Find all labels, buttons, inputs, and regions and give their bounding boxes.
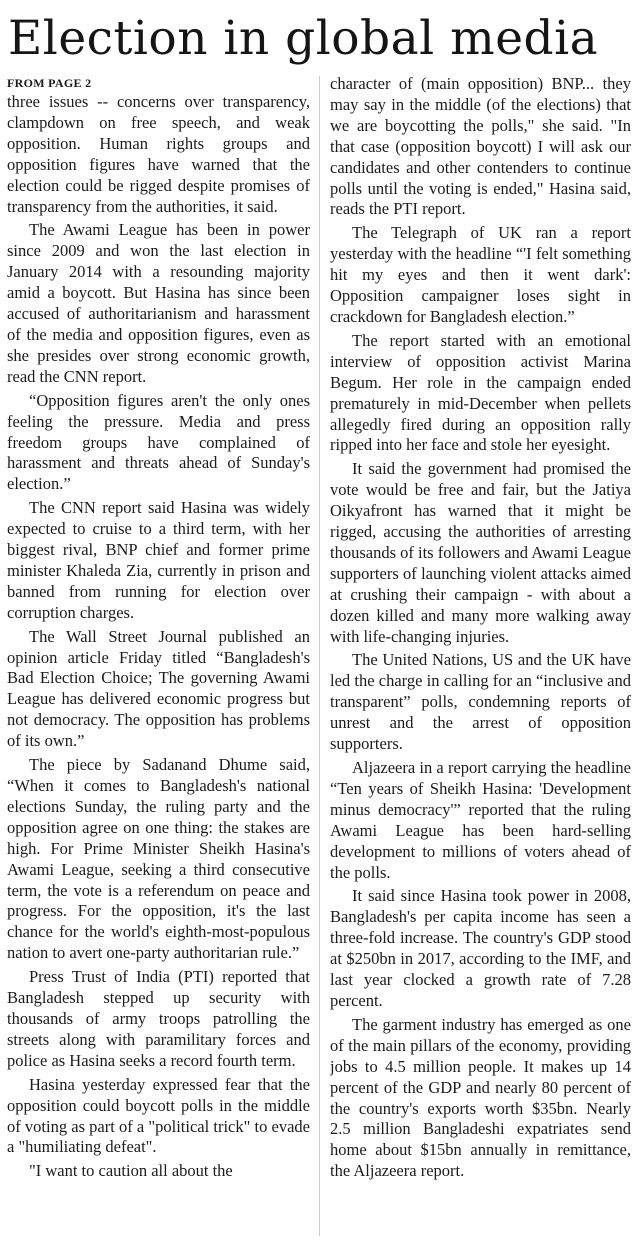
paragraph: The United Nations, US and the UK have led the charge in calling for an “inclusive and transparent” polls, condemning reports of unrest and the arrest of opposition supporters. — [330, 650, 631, 754]
paragraph: The Awami League has been in power since 2009 and won the last election in January 2014 with a resounding majority amid a boycott. But Hasina has since been accused of authoritarianism and harassment of the media and opposition figures, even as she presides over strong economic growth, read the CNN report. — [7, 220, 310, 386]
paragraph: The Wall Street Journal published an opinion article Friday titled “Bangladesh's Bad Election Choice; The governing Awami League has delivered economic progress but not democracy. The opposition has problems of its own.” — [7, 626, 310, 751]
paragraph: The Telegraph of UK ran a report yesterday with the headline “'I felt something hit my eyes and then it went dark': Opposition campaigner loses sight in crackdown for Bangladesh election.” — [330, 223, 631, 326]
paragraph: It said since Hasina took power in 2008, Bangladesh's per capita income has seen a three-fold increase. The country's GDP stood at $250bn in 2017, according to the IMF, and last year clocked a growth rate of 7.28 percent. — [330, 886, 631, 1010]
column-divider — [319, 76, 320, 1236]
paragraph: "I want to caution all about the — [29, 1161, 233, 1181]
paragraph: The garment industry has emerged as one of the main pillars of the economy, providing jobs to 4.5 million people. It makes up 14 percent of the GDP and nearly 80 percent of the country's exports worth $35bn. Nearly 2.5 million Bangladeshi expatriates send home about $15bn annually in remittance, the Aljazeera report. — [330, 1014, 631, 1181]
left-column — [7, 74, 310, 1246]
paragraph: Hasina yesterday expressed fear that the opposition could boycott polls in the middle of voting as part of a "political trick" to evade a "humiliating defeat". — [7, 1074, 310, 1157]
paragraph: “Opposition figures aren't the only ones feeling the pressure. Media and press freedom groups have complained of harassment and threats ahead of Sunday's election.” — [7, 390, 310, 494]
paragraph: character of (main opposition) BNP... they may say in the middle (of the elections) that we are boycotting the polls," she said. "In that case (opposition boycott) I will ask our candidates and other contenders to continue polls until the voting is ended," Hasina said, reads the PTI report. — [330, 74, 631, 219]
continued-from-label: FROM PAGE 2 — [7, 76, 92, 90]
paragraph: three issues -- concerns over transparency, clampdown on free speech, and weak opposition. Human rights groups and opposition figures have warned that the election could be rigged despite promises of transparency from the authorities, it said. — [7, 92, 310, 216]
paragraph: The report started with an emotional interview of opposition activist Marina Begum. Her role in the campaign ended prematurely in mid-December when pellets allegedly fired during an opposition rally ripped into her face and stole her eyesight. — [330, 330, 631, 455]
paragraph: Aljazeera in a report carrying the headline “Ten years of Sheikh Hasina: 'Development minus democracy'” reported that the ruling Awami League has been hard-selling development to millions of voters ahead of the polls. — [330, 758, 631, 882]
paragraph: It said the government had promised the vote would be free and fair, but the Jatiya Oikyafront has warned that it might be rigged, accusing the authorities of arresting thousands of its followers and Awami League supporters of launching violent attacks aimed at crushing their campaign - with about a dozen killed and many more walking away with life-changing injuries. — [330, 459, 631, 646]
paragraph: Press Trust of India (PTI) reported that Bangladesh stepped up security with thousands of army troops patrolling the streets along with paramilitary forces and police as Hasina seeks a record fourth term. — [7, 967, 310, 1070]
right-column — [330, 74, 631, 1246]
paragraph: The piece by Sadanand Dhume said, “When it comes to Bangladesh's national elections Sunday, the ruling party and the opposition agree on one thing: the stakes are high. For Prime Minister Sheikh Hasina's Awami League, seeking a third consecutive term, the vote is a referendum on peace and progress. For the opposition, it's the last chance for the world's eighth-most-populous nation to avert one-party authoritarian rule.” — [7, 755, 310, 963]
headline: Election in global media — [8, 11, 599, 66]
paragraph: The CNN report said Hasina was widely expected to cruise to a third term, with her biggest rival, BNP chief and former prime minister Khaleda Zia, currently in prison and banned from running for election over corruption charges. — [7, 498, 310, 622]
